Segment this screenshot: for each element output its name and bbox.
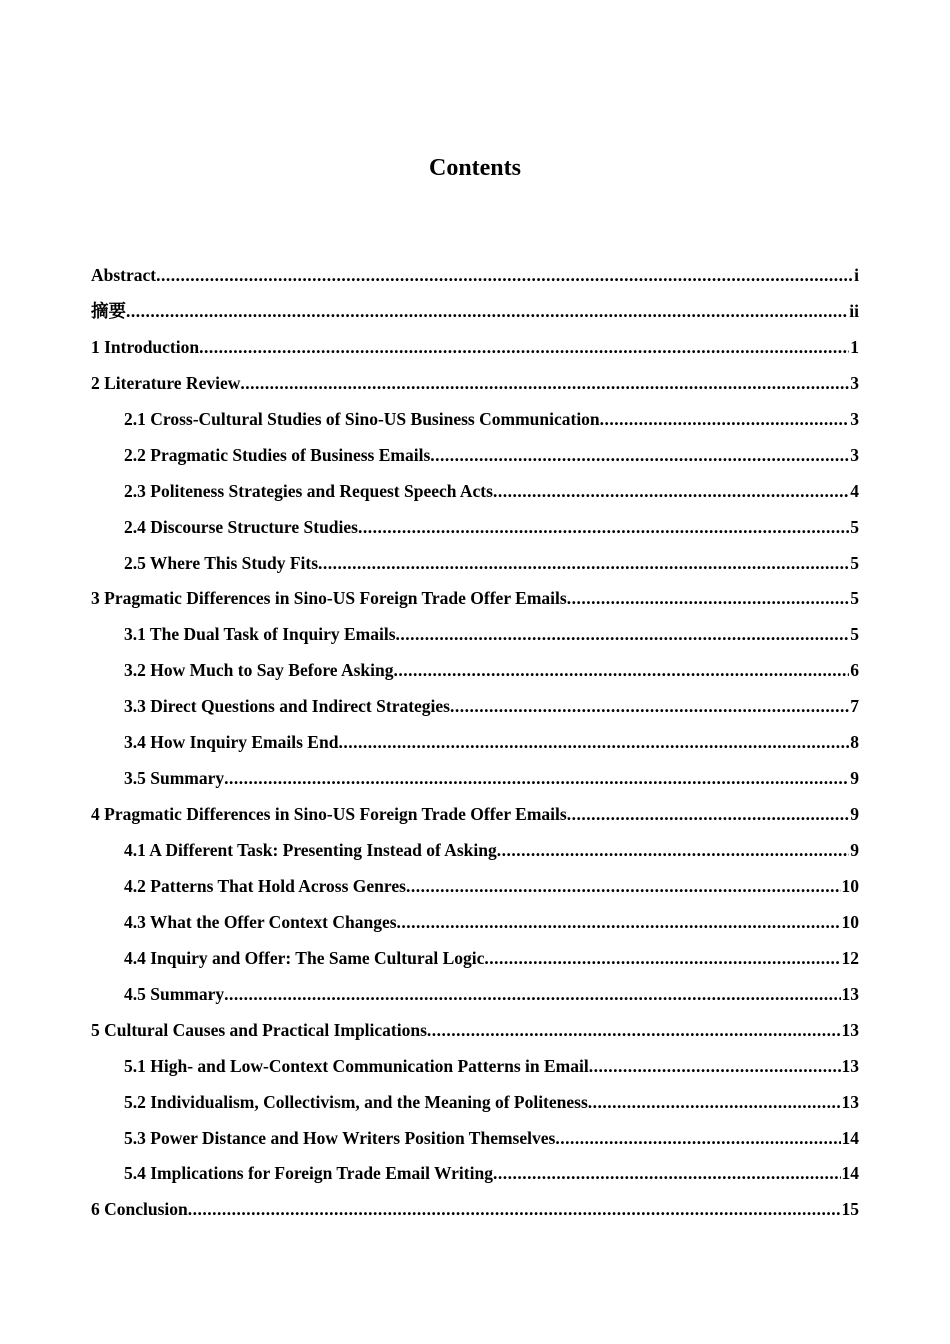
toc-entry-page-number: 4 xyxy=(850,480,859,501)
toc-entry-page-number: 1 xyxy=(850,336,859,357)
toc-entry[interactable] xyxy=(91,761,859,797)
toc-entry-title: 6 Conclusion xyxy=(91,1199,188,1220)
toc-dot-leader xyxy=(393,653,849,689)
toc-entry[interactable] xyxy=(91,510,859,546)
toc-dot-leader xyxy=(589,1049,841,1085)
toc-entry[interactable] xyxy=(91,1085,859,1121)
toc-entry-page-number: 8 xyxy=(850,732,859,753)
toc-dot-leader xyxy=(397,905,841,941)
toc-entry[interactable] xyxy=(91,1121,859,1157)
toc-entry-title: 1 Introduction xyxy=(91,336,200,357)
toc-entry-title: 摘要 xyxy=(91,300,126,321)
toc-entry-page-number: i xyxy=(854,265,859,285)
toc-dot-leader xyxy=(493,1156,841,1192)
toc-entry-title: 4.1 A Different Task: Presenting Instead of Asking xyxy=(124,840,497,860)
toc-entry-title: 4.5 Summary xyxy=(124,983,225,1004)
toc-entry-page-number: 12 xyxy=(841,947,859,968)
toc-dot-leader xyxy=(188,1192,841,1228)
toc-entry-page-number: 9 xyxy=(850,840,859,860)
toc-entry-title: 3.2 How Much to Say Before Asking xyxy=(124,660,394,681)
toc-dot-leader xyxy=(484,941,840,977)
toc-dot-leader xyxy=(493,474,849,510)
toc-entry-page-number: 13 xyxy=(841,1055,859,1076)
toc-entry[interactable] xyxy=(91,546,859,582)
toc-entry-title: 2 Literature Review xyxy=(91,372,241,393)
toc-entry-page-number: 10 xyxy=(841,911,859,932)
table-of-contents xyxy=(91,258,859,1228)
toc-entry[interactable] xyxy=(91,869,859,905)
toc-dot-leader xyxy=(338,725,849,761)
toc-dot-leader xyxy=(588,1085,841,1121)
toc-entry-title: 5.2 Individualism, Collectivism, and the Meaning of Politeness xyxy=(124,1091,588,1112)
toc-entry[interactable] xyxy=(91,581,859,617)
toc-dot-leader xyxy=(497,833,850,869)
toc-entry[interactable] xyxy=(91,1049,859,1085)
page-title: Contents xyxy=(428,155,521,182)
toc-entry-page-number: 13 xyxy=(841,1019,859,1040)
toc-dot-leader xyxy=(156,258,853,294)
toc-entry-page-number: 15 xyxy=(841,1199,859,1220)
toc-entry-title: 3.4 How Inquiry Emails End xyxy=(124,732,339,753)
toc-entry-page-number: 13 xyxy=(841,983,859,1004)
toc-entry-title: 2.4 Discourse Structure Studies xyxy=(124,516,358,537)
toc-entry-page-number: 3 xyxy=(850,444,859,465)
toc-entry-page-number: ii xyxy=(849,300,859,321)
toc-dot-leader xyxy=(600,402,850,438)
toc-entry[interactable] xyxy=(91,653,859,689)
toc-entry[interactable] xyxy=(91,941,859,977)
toc-entry-page-number: 13 xyxy=(841,1091,859,1112)
toc-entry-title: 2.5 Where This Study Fits xyxy=(124,552,319,573)
toc-entry[interactable] xyxy=(91,330,859,366)
toc-entry-page-number: 14 xyxy=(841,1127,859,1148)
toc-entry-title: 5 Cultural Causes and Practical Implications xyxy=(91,1019,427,1040)
toc-entry-title: 5.4 Implications for Foreign Trade Email Writing xyxy=(124,1163,493,1184)
toc-dot-leader xyxy=(406,869,841,905)
toc-entry[interactable] xyxy=(91,905,859,941)
toc-dot-leader xyxy=(567,581,850,617)
toc-dot-leader xyxy=(224,761,849,797)
toc-dot-leader xyxy=(430,438,849,474)
toc-entry-page-number: 7 xyxy=(850,696,859,717)
toc-entry[interactable] xyxy=(91,977,859,1013)
toc-entry-title: 3.1 The Dual Task of Inquiry Emails xyxy=(124,624,396,645)
toc-entry[interactable] xyxy=(91,1013,859,1049)
toc-entry-page-number: 5 xyxy=(850,516,859,537)
toc-entry[interactable] xyxy=(91,474,859,510)
toc-entry-page-number: 9 xyxy=(850,768,859,789)
toc-dot-leader xyxy=(240,366,849,402)
toc-entry[interactable] xyxy=(91,294,859,330)
toc-dot-leader xyxy=(224,977,840,1013)
toc-entry-page-number: 6 xyxy=(850,660,859,681)
toc-entry[interactable] xyxy=(91,366,859,402)
toc-entry[interactable] xyxy=(91,438,859,474)
toc-entry-page-number: 5 xyxy=(850,552,859,573)
toc-entry-page-number: 14 xyxy=(841,1163,859,1184)
toc-dot-leader xyxy=(396,617,850,653)
toc-entry-title: 4 Pragmatic Differences in Sino-US Foreign Trade Offer Emails xyxy=(91,804,567,825)
toc-entry[interactable] xyxy=(91,725,859,761)
toc-entry-page-number: 5 xyxy=(850,588,859,609)
toc-entry-title: 5.1 High- and Low-Context Communication Patterns in Email xyxy=(124,1055,589,1076)
toc-entry-page-number: 10 xyxy=(841,875,859,896)
toc-dot-leader xyxy=(318,546,849,582)
toc-entry[interactable] xyxy=(91,617,859,653)
toc-dot-leader xyxy=(427,1013,841,1049)
toc-dot-leader xyxy=(126,294,848,330)
toc-entry[interactable] xyxy=(91,402,859,438)
toc-entry[interactable] xyxy=(91,1156,859,1192)
toc-dot-leader xyxy=(199,330,849,366)
toc-entry-title: 4.3 What the Offer Context Changes xyxy=(124,911,397,932)
toc-dot-leader xyxy=(450,689,849,725)
toc-entry-page-number: 3 xyxy=(850,372,859,393)
toc-entry[interactable] xyxy=(91,797,859,833)
toc-entry-title: 3.5 Summary xyxy=(124,768,225,789)
toc-entry[interactable] xyxy=(91,258,859,294)
toc-entry-title: 2.1 Cross-Cultural Studies of Sino-US Business Communication xyxy=(124,408,600,429)
toc-dot-leader xyxy=(567,797,850,833)
toc-dot-leader xyxy=(358,510,849,546)
toc-entry-title: 3 Pragmatic Differences in Sino-US Foreign Trade Offer Emails xyxy=(91,588,567,609)
toc-entry-title: 2.2 Pragmatic Studies of Business Emails xyxy=(124,444,431,465)
toc-entry[interactable] xyxy=(91,689,859,725)
toc-entry-page-number: 3 xyxy=(850,408,859,429)
toc-entry-title: Abstract xyxy=(91,265,157,285)
toc-entry[interactable] xyxy=(91,833,859,869)
toc-dot-leader xyxy=(555,1121,840,1157)
toc-entry-title: 2.3 Politeness Strategies and Request Speech Acts xyxy=(124,480,493,501)
toc-entry-title: 4.2 Patterns That Hold Across Genres xyxy=(124,875,406,896)
toc-entry-title: 5.3 Power Distance and How Writers Position Themselves xyxy=(124,1127,556,1148)
toc-entry-page-number: 5 xyxy=(850,624,859,645)
toc-entry[interactable] xyxy=(91,1192,859,1228)
toc-entry-page-number: 9 xyxy=(850,804,859,825)
toc-entry-title: 4.4 Inquiry and Offer: The Same Cultural Logic xyxy=(124,947,485,968)
toc-entry-title: 3.3 Direct Questions and Indirect Strategies xyxy=(124,696,450,717)
